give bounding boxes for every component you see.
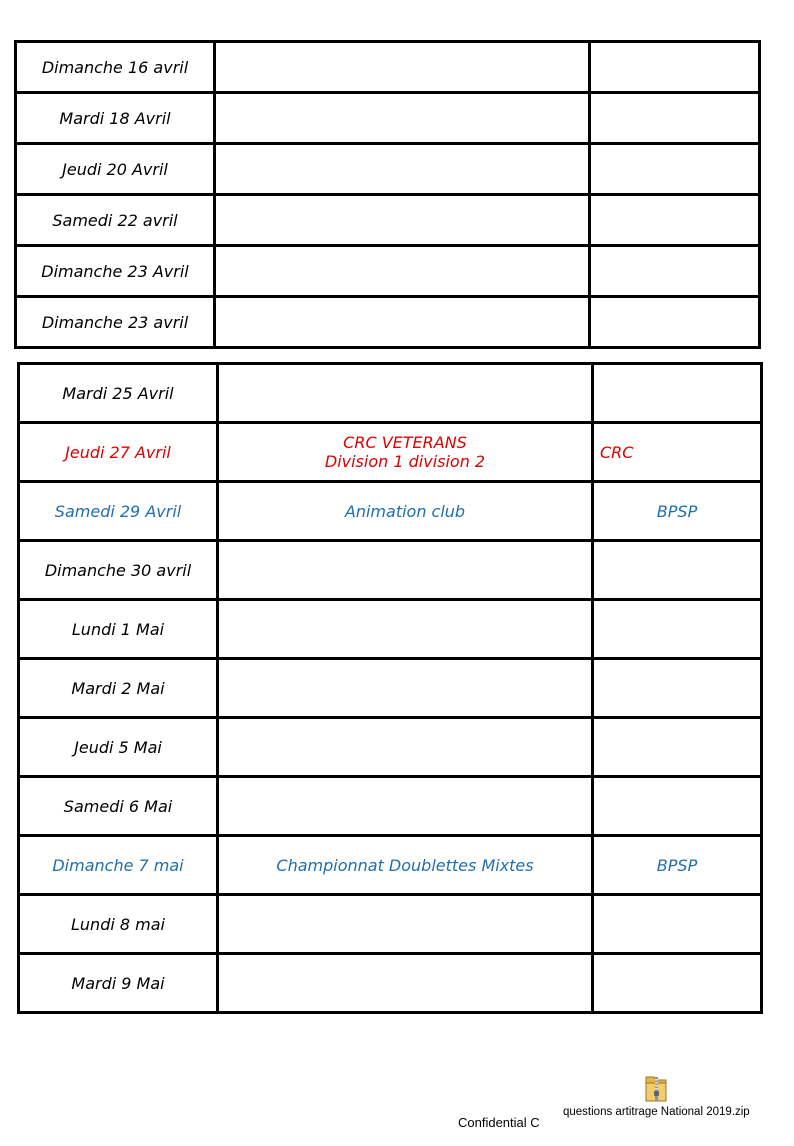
date-cell: Dimanche 23 Avril xyxy=(16,246,215,297)
organizer-cell: BPSP xyxy=(593,482,762,541)
event-cell xyxy=(215,195,590,246)
event-cell xyxy=(218,541,593,600)
table-row xyxy=(16,144,760,195)
date-cell: Jeudi 5 Mai xyxy=(19,718,218,777)
date-cell: Jeudi 20 Avril xyxy=(16,144,215,195)
date-cell: Mardi 25 Avril xyxy=(19,364,218,423)
table-row xyxy=(19,659,762,718)
event-line: CRC VETERANS xyxy=(343,433,467,452)
table-row xyxy=(16,195,760,246)
event-cell xyxy=(215,246,590,297)
organizer-cell xyxy=(593,954,762,1013)
schedule-table-bottom xyxy=(17,362,763,1014)
organizer-cell xyxy=(590,297,760,348)
table-row xyxy=(19,541,762,600)
table-row xyxy=(19,423,762,482)
schedule-table-top xyxy=(14,40,761,349)
attachment-label[interactable]: questions artitrage National 2019.zip xyxy=(563,1106,750,1118)
date-cell: Dimanche 23 avril xyxy=(16,297,215,348)
organizer-cell xyxy=(593,600,762,659)
table-row xyxy=(16,246,760,297)
table-row xyxy=(16,93,760,144)
zip-folder-icon[interactable] xyxy=(643,1073,669,1103)
event-cell xyxy=(218,954,593,1013)
event-cell xyxy=(218,364,593,423)
organizer-cell xyxy=(593,659,762,718)
event-cell xyxy=(218,777,593,836)
organizer-cell xyxy=(590,144,760,195)
event-cell xyxy=(218,836,593,895)
organizer-cell xyxy=(590,42,760,93)
table-row xyxy=(19,895,762,954)
date-cell: Samedi 6 Mai xyxy=(19,777,218,836)
organizer-cell xyxy=(593,541,762,600)
event-cell xyxy=(215,93,590,144)
organizer-cell xyxy=(593,364,762,423)
table-row xyxy=(19,836,762,895)
date-cell: Mardi 2 Mai xyxy=(19,659,218,718)
event-cell xyxy=(215,297,590,348)
event-cell xyxy=(215,144,590,195)
organizer-cell: CRC xyxy=(593,423,762,482)
event-cell xyxy=(218,718,593,777)
event-cell xyxy=(215,42,590,93)
date-cell: Mardi 9 Mai xyxy=(19,954,218,1013)
date-cell: Samedi 29 Avril xyxy=(19,482,218,541)
event-line: Animation club xyxy=(344,501,466,521)
date-cell: Dimanche 16 avril xyxy=(16,42,215,93)
table-row xyxy=(19,364,762,423)
event-cell xyxy=(218,423,593,482)
event-line: Division 1 division 2 xyxy=(324,452,486,471)
table-row xyxy=(16,42,760,93)
organizer-cell xyxy=(590,93,760,144)
organizer-cell xyxy=(590,195,760,246)
event-line: Championnat Doublettes Mixtes xyxy=(276,855,534,875)
date-cell: Jeudi 27 Avril xyxy=(19,423,218,482)
date-cell: Mardi 18 Avril xyxy=(16,93,215,144)
organizer-cell xyxy=(593,777,762,836)
table-row xyxy=(19,777,762,836)
organizer-cell xyxy=(590,246,760,297)
table-row xyxy=(19,954,762,1013)
date-cell: Samedi 22 avril xyxy=(16,195,215,246)
organizer-cell xyxy=(593,718,762,777)
event-cell xyxy=(218,600,593,659)
event-cell xyxy=(218,659,593,718)
organizer-cell: BPSP xyxy=(593,836,762,895)
table-row xyxy=(19,600,762,659)
date-cell: Lundi 8 mai xyxy=(19,895,218,954)
organizer-cell xyxy=(593,895,762,954)
table-row xyxy=(19,718,762,777)
date-cell: Dimanche 7 mai xyxy=(19,836,218,895)
event-cell xyxy=(218,482,593,541)
table-row xyxy=(16,297,760,348)
date-cell: Lundi 1 Mai xyxy=(19,600,218,659)
event-cell xyxy=(218,895,593,954)
confidential-label: Confidential C xyxy=(458,1115,540,1130)
date-cell: Dimanche 30 avril xyxy=(19,541,218,600)
table-row xyxy=(19,482,762,541)
